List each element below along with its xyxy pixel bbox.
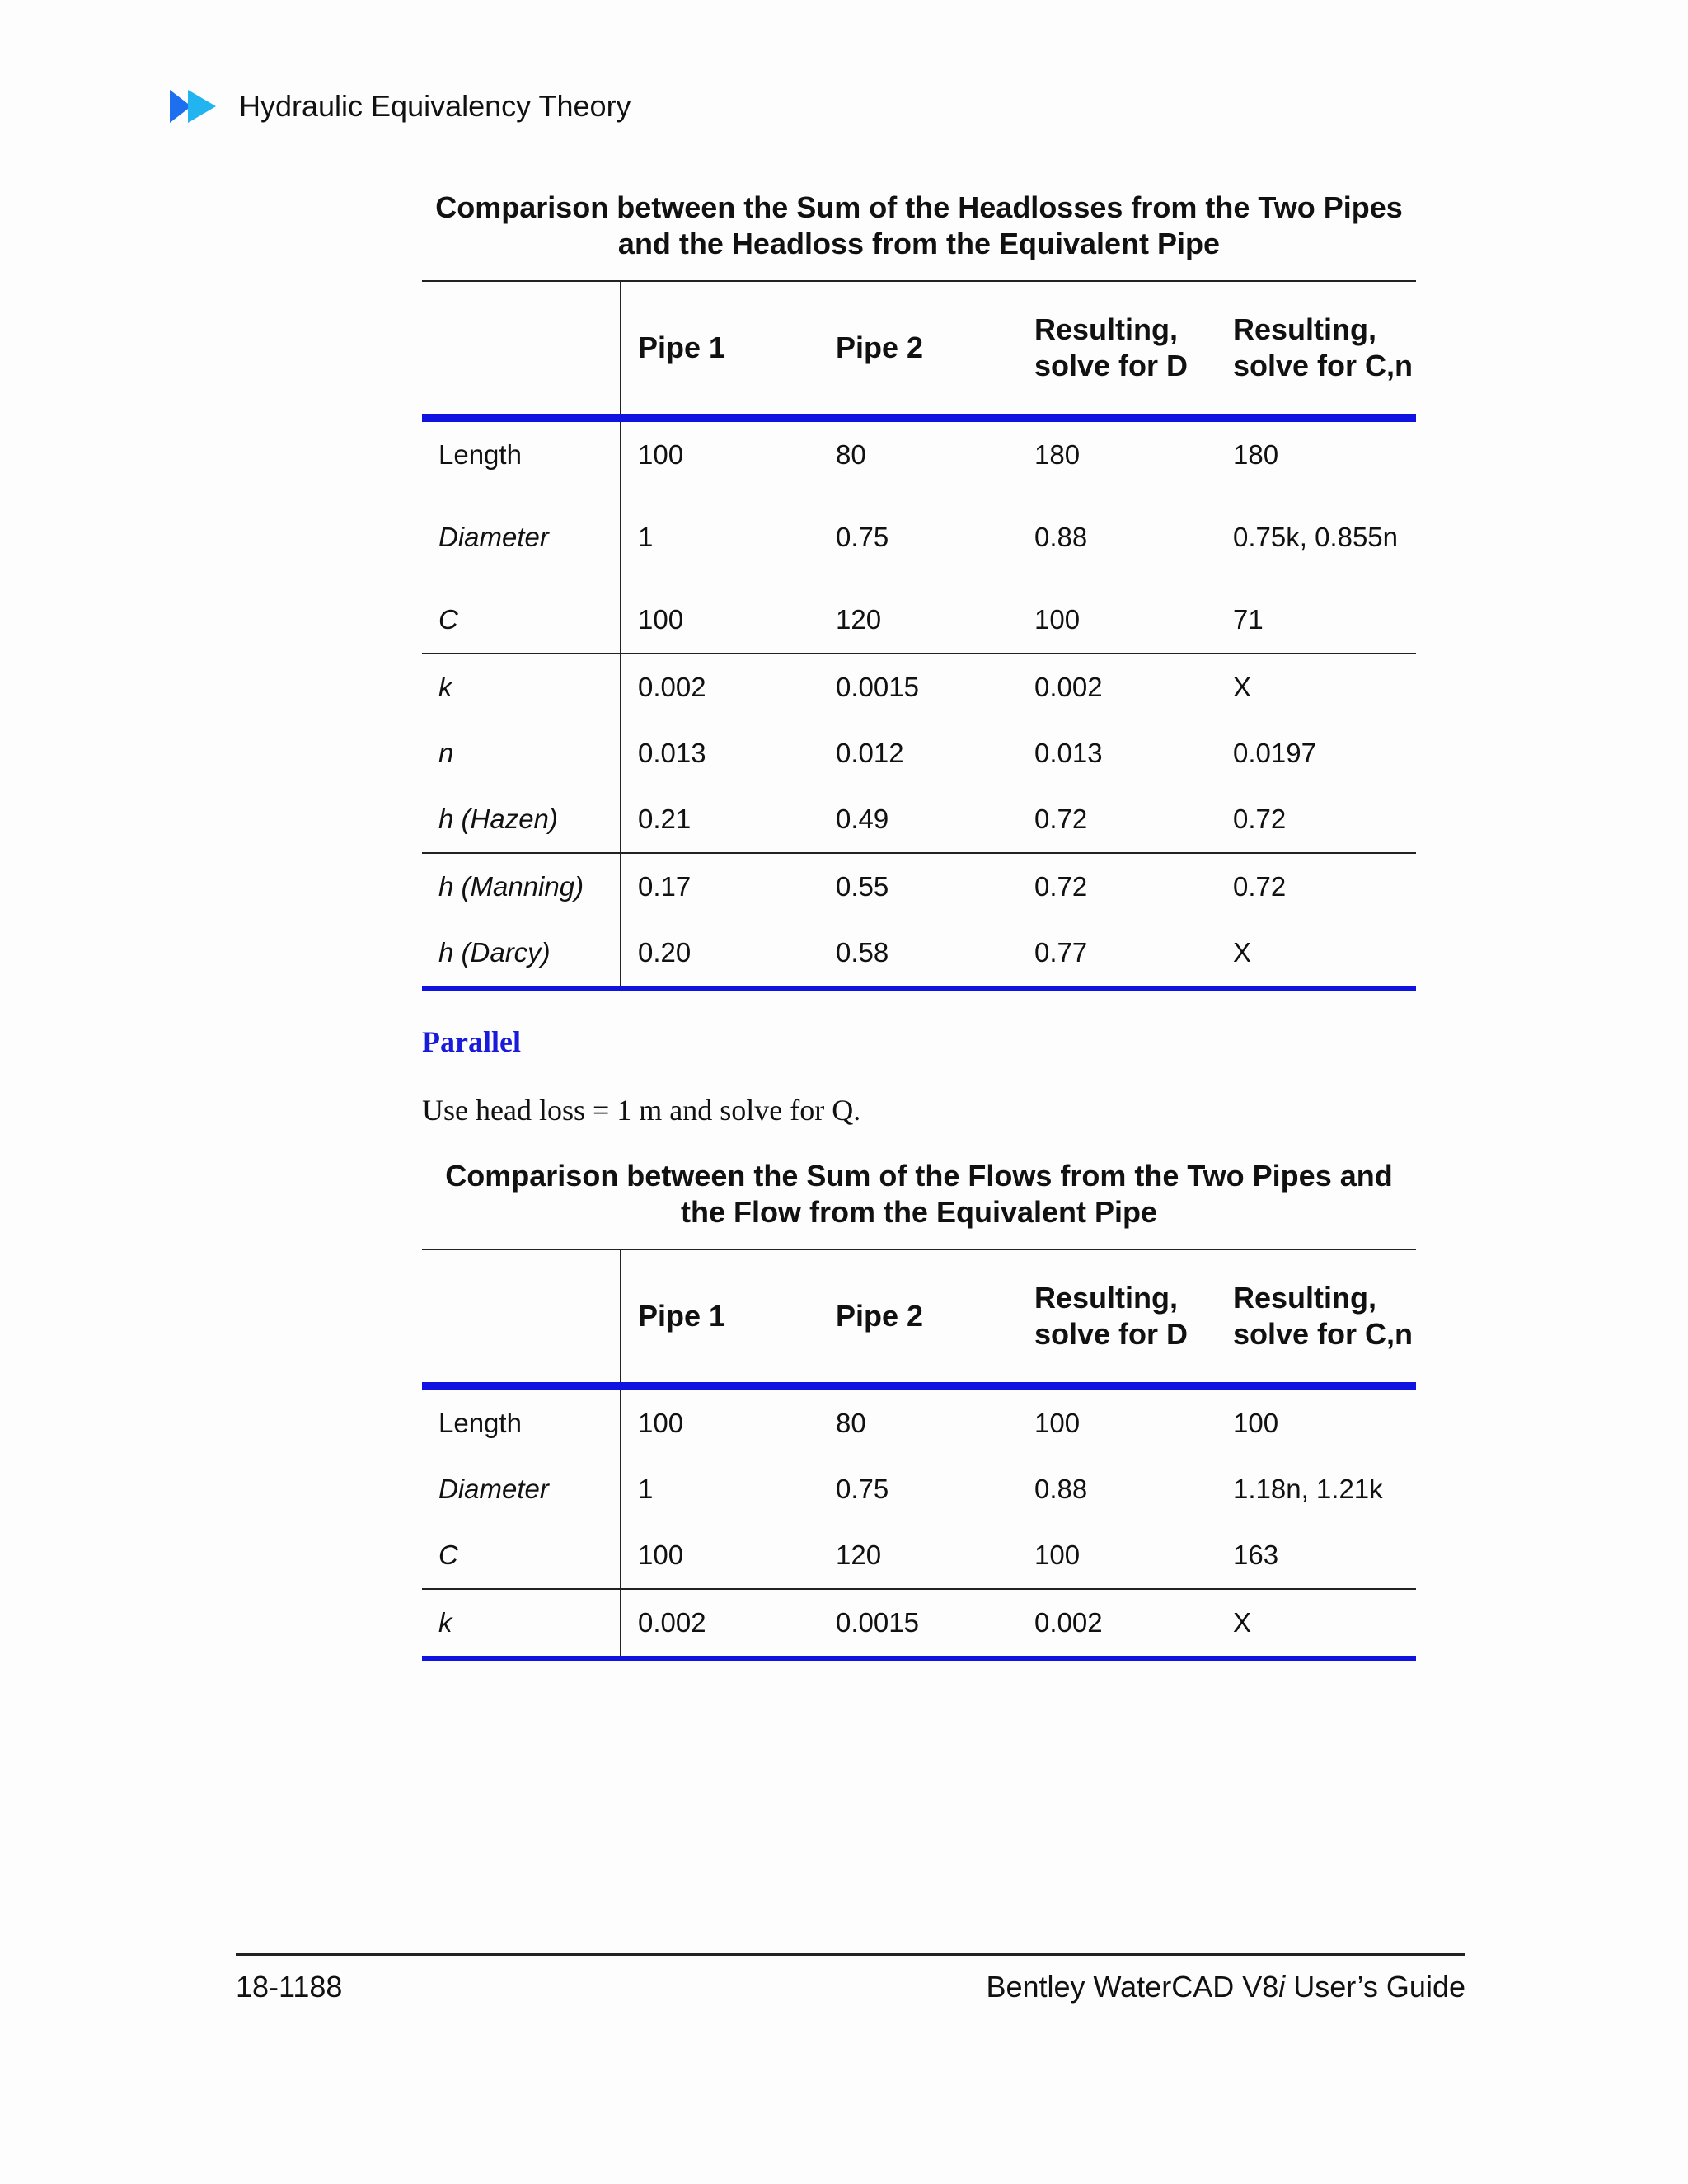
table-cell: 0.55: [819, 853, 1018, 920]
table-cell: 0.75: [836, 522, 889, 552]
table-cell: 1: [638, 522, 654, 552]
table1-caption-line2: and the Headloss from the Equivalent Pipe: [617, 227, 1221, 260]
table-cell: 0.20: [621, 920, 819, 989]
row-label: Diameter: [422, 1456, 621, 1522]
table2-caption-line1: Comparison between the Sum of the Flows from the Two Pipes and: [445, 1159, 1393, 1193]
table-cell: 163: [1233, 1540, 1279, 1570]
header-pipe-1: Pipe 1: [638, 330, 726, 364]
table-row: [422, 720, 1416, 786]
table-cell: 0.002: [621, 1589, 819, 1659]
table-cell: X: [1217, 1589, 1416, 1659]
row-label: k: [422, 1589, 621, 1659]
row-label: C: [422, 587, 621, 654]
header-cell-empty: [422, 281, 621, 418]
table-cell: 100: [1034, 1540, 1081, 1570]
table-cell: 0.77: [1018, 920, 1217, 989]
table-row: [422, 1456, 1416, 1522]
table-cell: 180: [1233, 439, 1279, 470]
row-label: Length: [422, 1386, 621, 1456]
table-cell: 100: [638, 439, 684, 470]
table-row: [422, 786, 1416, 853]
table-row: [422, 488, 1416, 587]
table-cell: 0.0015: [819, 1589, 1018, 1659]
table-header-row: [422, 281, 1416, 418]
row-label: Diameter: [422, 488, 621, 587]
table-cell: 0.75k, 0.855n: [1233, 522, 1398, 552]
table-row: [422, 1522, 1416, 1589]
table-cell: 0.72: [1217, 853, 1416, 920]
header-pipe-2: Pipe 2: [836, 1299, 924, 1333]
running-header: [170, 86, 631, 127]
table-cell: 0.012: [836, 738, 904, 768]
row-label: h (Darcy): [422, 920, 621, 989]
header-resulting-cn: Resulting, solve for C,n: [1233, 1281, 1414, 1351]
chapter-title: Hydraulic Equivalency Theory: [239, 89, 631, 123]
header-resulting-d: Resulting, solve for D: [1034, 1281, 1189, 1351]
table-cell: 180: [1034, 439, 1081, 470]
table-cell: 0.49: [836, 804, 889, 834]
table-cell: X: [1217, 654, 1416, 720]
table-cell: X: [1217, 920, 1416, 989]
table-cell: 0.75: [836, 1474, 889, 1504]
table-cell: 0.88: [1034, 1474, 1088, 1504]
table-header-row: [422, 1249, 1416, 1386]
table-cell: 1: [638, 1474, 654, 1504]
table-cell: 0.72: [1034, 804, 1088, 834]
table-cell: 100: [638, 1540, 684, 1570]
row-label: h (Hazen): [422, 786, 621, 853]
table-cell: 80: [836, 439, 866, 470]
header-pipe-1: Pipe 1: [638, 1299, 726, 1333]
table2-caption-line2: the Flow from the Equivalent Pipe: [680, 1195, 1158, 1229]
table1-caption-line1: Comparison between the Sum of the Headlosses from the Two Pipes: [435, 190, 1403, 224]
header-resulting-d: Resulting, solve for D: [1034, 312, 1189, 382]
table-cell: 0.0015: [819, 654, 1018, 720]
series-headloss-table: [422, 280, 1416, 991]
row-label: C: [422, 1522, 621, 1589]
table-cell: 100: [1034, 1408, 1081, 1438]
table-cell: 100: [1233, 1408, 1279, 1438]
header-cell-empty: [422, 1249, 621, 1386]
table-cell: 1.18n, 1.21k: [1233, 1474, 1383, 1504]
table-cell: 100: [638, 604, 684, 635]
double-arrow-icon: [170, 88, 223, 124]
guide-title-italic: i: [1278, 1970, 1286, 2004]
guide-title-suffix: User’s Guide: [1285, 1970, 1465, 2004]
parallel-flow-table: [422, 1249, 1416, 1661]
table-cell: 0.17: [621, 853, 819, 920]
row-label: h (Manning): [422, 853, 621, 920]
table-row: [422, 1386, 1416, 1456]
table-cell: 80: [836, 1408, 866, 1438]
table1-caption: [422, 190, 1416, 262]
guide-title: [986, 1970, 1465, 2004]
table-cell: 0.72: [1233, 804, 1287, 834]
table-row: [422, 587, 1416, 654]
table-cell: 0.88: [1034, 522, 1088, 552]
table-cell: 100: [1034, 604, 1081, 635]
table-row: [422, 920, 1416, 989]
table-cell: 0.0197: [1233, 738, 1316, 768]
section-heading: Parallel: [422, 1025, 521, 1058]
table-cell: 0.002: [1018, 1589, 1217, 1659]
guide-title-prefix: Bentley WaterCAD V8: [986, 1970, 1279, 2004]
table-cell: 120: [836, 1540, 882, 1570]
footer-divider: [236, 1953, 1465, 1956]
table-cell: 100: [638, 1408, 684, 1438]
table-row: [422, 654, 1416, 720]
header-pipe-2: Pipe 2: [836, 330, 924, 364]
table-cell: 0.58: [819, 920, 1018, 989]
table-cell: 0.002: [621, 654, 819, 720]
table-cell: 0.72: [1018, 853, 1217, 920]
table-cell: 0.21: [638, 804, 692, 834]
table2-caption: [422, 1158, 1416, 1230]
body-paragraph: Use head loss = 1 m and solve for Q.: [422, 1094, 861, 1127]
table-row: [422, 853, 1416, 920]
row-label: k: [422, 654, 621, 720]
table-cell: 0.013: [1034, 738, 1103, 768]
table-cell: 0.002: [1018, 654, 1217, 720]
header-resulting-cn: Resulting, solve for C,n: [1233, 312, 1414, 382]
table-cell: 120: [836, 604, 882, 635]
row-label: Length: [422, 418, 621, 488]
page-number: 18-1188: [236, 1970, 343, 2004]
row-label: n: [422, 720, 621, 786]
table-cell: 0.013: [638, 738, 706, 768]
table-row: [422, 1589, 1416, 1659]
table-row: [422, 418, 1416, 488]
table-cell: 71: [1233, 604, 1264, 635]
